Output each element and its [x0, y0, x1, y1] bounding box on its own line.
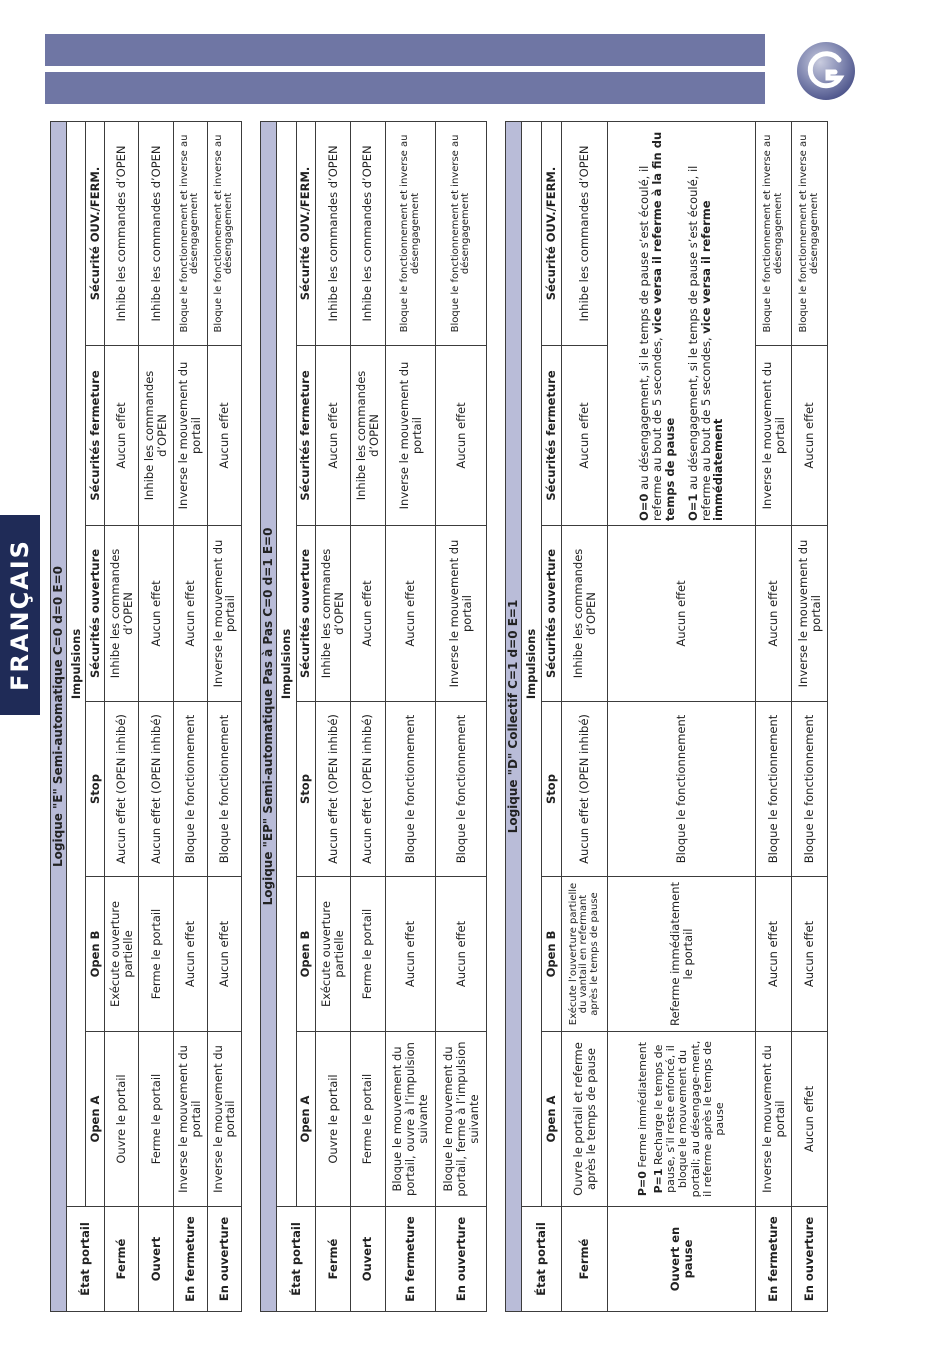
table-cell: Bloque le fonctionnement et inverse au désengagement	[207, 121, 241, 345]
table-cell: Inhibe les commandes d’OPEN	[105, 526, 139, 702]
table-cell: Inverse le mouvement du portail	[792, 526, 828, 702]
impulses-header: Impulsions	[277, 121, 296, 1206]
header-bar-bottom	[45, 72, 765, 104]
table-row	[436, 121, 487, 1311]
table-cell: Inhibe les commandes d’OPEN	[139, 346, 173, 526]
column-header: Sécurités fermeture	[296, 346, 315, 526]
table-row	[792, 121, 828, 1311]
table-cell: Exécute ouverture partielle	[105, 877, 139, 1032]
table-cell: Aucun effet	[756, 877, 792, 1032]
state-cell: Ouvert en pause	[608, 1207, 756, 1312]
table-cell: Bloque le fonctionnement et inverse au désengagement	[792, 121, 828, 345]
table-cell: Bloque le fonctionnement et inverse au désengagement	[173, 121, 207, 345]
p1-text	[653, 1036, 727, 1202]
table-row	[608, 121, 756, 1311]
table-cell: Ouvre le portail et referme après le temps de pause	[562, 1032, 608, 1207]
table-cell: Inverse le mouvement du portail	[207, 1032, 241, 1207]
table-cell: Aucun effet	[207, 877, 241, 1032]
table-cell: Aucun effet (OPEN inhibé)	[316, 702, 351, 877]
table-row	[105, 121, 139, 1311]
table-cell: Ferme le portail	[139, 1032, 173, 1207]
table-cell: Aucun effet	[173, 877, 207, 1032]
table-cell: Inverse le mouvement du portail	[207, 526, 241, 702]
table-cell: Aucun effet	[608, 526, 756, 702]
table-cell: Aucun effet	[792, 1032, 828, 1207]
table-cell: Inhibe les commandes d’OPEN	[562, 526, 608, 702]
table-cell: Aucun effet	[350, 526, 385, 702]
table-cell: Bloque le fonctionnement et inverse au désengagement	[756, 121, 792, 345]
table-cell: Referme immédiatement le portail	[608, 877, 756, 1032]
table-cell: Aucun effet	[385, 877, 436, 1032]
table-cell: Inhibe les commandes d’OPEN	[316, 526, 351, 702]
column-header: Sécurité OUV./FERM.	[296, 121, 315, 345]
table-row	[139, 121, 173, 1311]
p0-text	[637, 1036, 649, 1202]
table-cell: Bloque le fonctionnement	[385, 702, 436, 877]
column-header: Sécurités ouverture	[542, 526, 562, 702]
table-cell: Bloque le fonctionnement et inverse au désengagement	[385, 121, 436, 345]
table-cell	[608, 1032, 756, 1207]
o0-text	[638, 126, 677, 521]
table-cell: Inhibe les commandes d’OPEN	[350, 346, 385, 526]
table-cell: Aucun effet (OPEN inhibé)	[350, 702, 385, 877]
column-header: Open A	[542, 1032, 562, 1207]
state-cell: Fermé	[105, 1207, 139, 1312]
state-cell: En fermeture	[385, 1207, 436, 1312]
table-cell: Aucun effet	[385, 526, 436, 702]
language-label: FRANÇAIS	[6, 539, 34, 691]
table-cell: Aucun effet	[436, 346, 487, 526]
column-header: Sécurité OUV./FERM.	[542, 121, 562, 345]
table-cell	[608, 121, 756, 525]
table-cell: Inverse le mouvement du portail	[385, 346, 436, 526]
table-cell: Bloque le mouvement du portail, ferme à l’impulsion suivante	[436, 1032, 487, 1207]
table-title: Logique "EP" Semi-automatique Pas à Pas C=0 d=1 E=0	[261, 121, 277, 1311]
table-cell: Inverse le mouvement du portail	[173, 1032, 207, 1207]
o1-text	[687, 126, 726, 521]
table-cell: Inhibe les commandes d’OPEN	[562, 121, 608, 345]
table-cell: Inverse le mouvement du portail	[436, 526, 487, 702]
table-cell: Ouvre le portail	[105, 1032, 139, 1207]
column-header: Sécurités fermeture	[86, 346, 105, 526]
state-cell: Ouvert	[139, 1207, 173, 1312]
column-header: Sécurités ouverture	[86, 526, 105, 702]
table-logic-e	[50, 122, 242, 1312]
table-cell: Aucun effet	[207, 346, 241, 526]
column-header: Stop	[86, 702, 105, 877]
table-cell: Bloque le fonctionnement	[207, 702, 241, 877]
table-row	[173, 121, 207, 1311]
table-row	[350, 121, 385, 1311]
p0-label: P=0	[635, 1171, 649, 1197]
language-tab	[0, 515, 40, 715]
table-cell: Inhibe les commandes d’OPEN	[350, 121, 385, 345]
header-bar-top	[45, 34, 765, 66]
table-cell: Aucun effet	[139, 526, 173, 702]
column-header: Open B	[542, 877, 562, 1032]
table-row	[385, 121, 436, 1311]
table-cell: Ouvre le portail	[316, 1032, 351, 1207]
state-header: État portail	[522, 1207, 562, 1312]
state-cell: En fermeture	[756, 1207, 792, 1312]
table-cell: Aucun effet (OPEN inhibé)	[105, 702, 139, 877]
state-header: État portail	[67, 1207, 105, 1312]
table-cell: Exécute l’ouverture partielle du vantail en refermant après le temps de pause	[562, 877, 608, 1032]
state-cell: Fermé	[562, 1207, 608, 1312]
column-header: Open A	[86, 1032, 105, 1207]
table-cell: Inhibe les commandes d’OPEN	[105, 121, 139, 345]
table-cell: Aucun effet (OPEN inhibé)	[562, 702, 608, 877]
state-cell: En ouverture	[792, 1207, 828, 1312]
table-cell: Bloque le mouvement du portail, ouvre à l’impulsion suivante	[385, 1032, 436, 1207]
impulses-header: Impulsions	[522, 121, 542, 1206]
table-cell: Bloque le fonctionnement	[792, 702, 828, 877]
table-cell: Ferme le portail	[350, 877, 385, 1032]
table-cell: Aucun effet	[173, 526, 207, 702]
column-header: Stop	[296, 702, 315, 877]
table-cell: Bloque le fonctionnement	[173, 702, 207, 877]
brand-logo-icon	[795, 40, 857, 102]
state-cell: Ouvert	[350, 1207, 385, 1312]
state-cell: En ouverture	[207, 1207, 241, 1312]
o1-emphasis: vice versa il referme immédiatement	[698, 200, 726, 521]
table-logic-ep	[260, 122, 487, 1312]
impulses-header: Impulsions	[67, 121, 86, 1206]
table-cell: Aucun effet (OPEN inhibé)	[139, 702, 173, 877]
table-cell: Aucun effet	[792, 346, 828, 526]
table-cell: Inverse le mouvement du portail	[173, 346, 207, 526]
column-header: Sécurités fermeture	[542, 346, 562, 526]
column-header: Sécurités ouverture	[296, 526, 315, 702]
table-cell: Bloque le fonctionnement	[756, 702, 792, 877]
state-cell: En ouverture	[436, 1207, 487, 1312]
table-row	[562, 121, 608, 1311]
table-cell: Bloque le fonctionnement	[436, 702, 487, 877]
p0-description: Ferme immédiatement	[635, 1041, 649, 1172]
o0-description: au désengagement, si le temps de pause s’est écoulé, il referme au bout de 5 secondes,	[637, 165, 664, 521]
table-cell: Aucun effet	[562, 346, 608, 526]
table-cell: Exécute ouverture partielle	[316, 877, 351, 1032]
state-cell: En fermeture	[173, 1207, 207, 1312]
column-header: Sécurité OUV./FERM.	[86, 121, 105, 345]
table-cell: Inverse le mouvement du portail	[756, 1032, 792, 1207]
state-cell: Fermé	[316, 1207, 351, 1312]
table-title: Logique "E" Semi-automatique C=0 d=0 E=0	[51, 121, 67, 1311]
column-header: Open B	[86, 877, 105, 1032]
state-header: État portail	[277, 1207, 316, 1312]
column-header: Open B	[296, 877, 315, 1032]
table-cell: Inhibe les commandes d’OPEN	[139, 121, 173, 345]
table-logic-d	[505, 122, 828, 1312]
p1-description: Recharge le temps de pause, s’il reste enfoncé, il bloque le mouvement du portail; au désengage-ment, il referme après le temps de pause	[651, 1040, 727, 1198]
table-cell: Aucun effet	[756, 526, 792, 702]
o1-description: au désengagement, si le temps de pause s’est écoulé, il referme au bout de 5 secondes,	[685, 165, 713, 521]
table-cell: Ferme le portail	[350, 1032, 385, 1207]
o0-label: O=0	[637, 493, 651, 521]
o0-emphasis: vice versa il referme à la fin du temps de pause	[649, 131, 677, 521]
table-row	[316, 121, 351, 1311]
table-row	[756, 121, 792, 1311]
table-cell: Aucun effet	[436, 877, 487, 1032]
table-cell: Bloque le fonctionnement	[608, 702, 756, 877]
column-header: Stop	[542, 702, 562, 877]
o1-label: O=1	[685, 493, 700, 521]
table-cell: Aucun effet	[792, 877, 828, 1032]
column-header: Open A	[296, 1032, 315, 1207]
table-title: Logique "D" Collectif C=1 d=0 E=1	[506, 121, 522, 1311]
table-row	[207, 121, 241, 1311]
table-cell: Inhibe les commandes d’OPEN	[316, 121, 351, 345]
table-cell: Ferme le portail	[139, 877, 173, 1032]
p1-label: P=1	[651, 1168, 665, 1194]
table-cell: Bloque le fonctionnement et inverse au désengagement	[436, 121, 487, 345]
table-cell: Inverse le mouvement du portail	[756, 346, 792, 526]
table-cell: Aucun effet	[105, 346, 139, 526]
table-cell: Aucun effet	[316, 346, 351, 526]
